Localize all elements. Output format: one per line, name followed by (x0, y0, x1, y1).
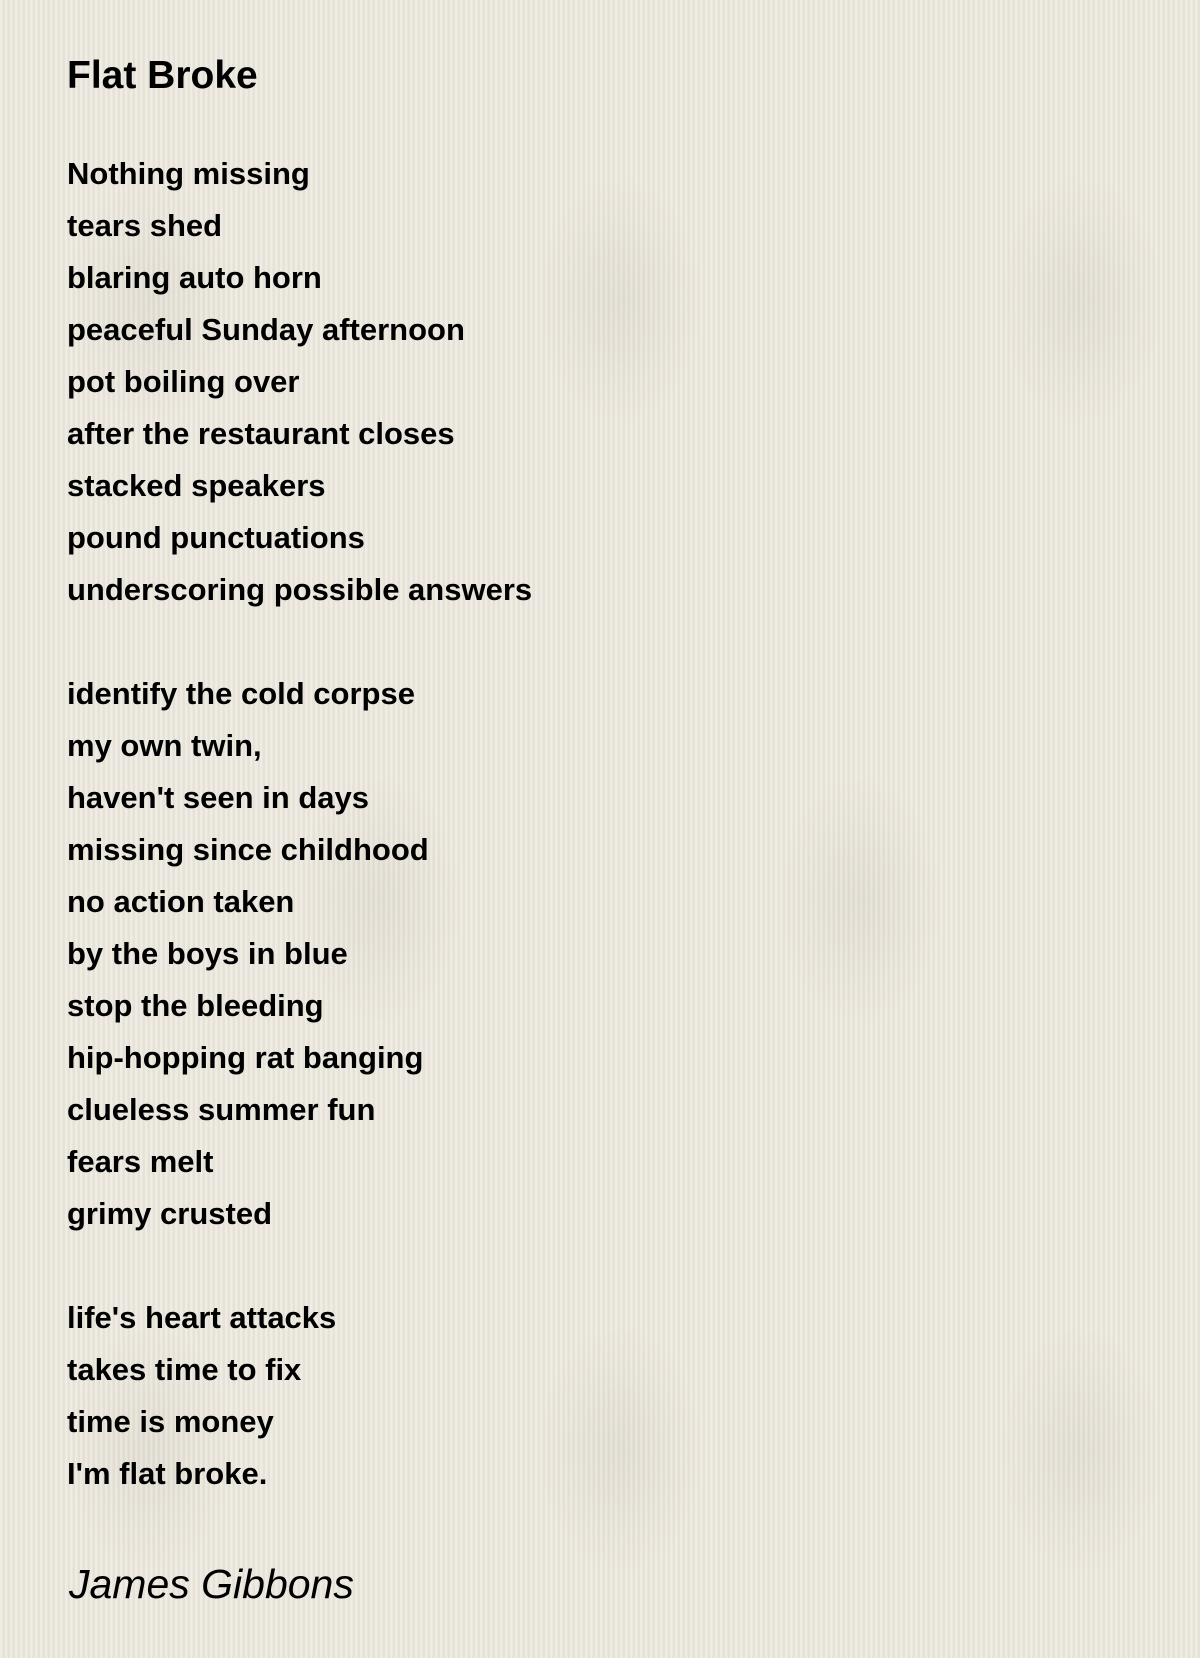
poem-line: missing since childhood (67, 832, 429, 867)
poem-line: peaceful Sunday afternoon (67, 312, 465, 347)
poem-line: time is money (67, 1404, 274, 1439)
poem-line: identify the cold corpse (67, 676, 415, 711)
poem-line: hip-hopping rat banging (67, 1040, 424, 1075)
poem-line: grimy crusted (67, 1196, 273, 1231)
poem-line: my own twin, (67, 728, 262, 763)
poem-line: life's heart attacks (67, 1300, 337, 1335)
poem-title: Flat Broke (67, 54, 258, 97)
poem-author: James Gibbons (69, 1561, 354, 1607)
poem-line: blaring auto horn (67, 260, 322, 295)
poem-line: pound punctuations (67, 520, 365, 555)
stanza-3 (67, 1292, 1127, 1500)
poem-body (67, 148, 1127, 1552)
poem-line: by the boys in blue (67, 936, 348, 971)
poem-line: I'm flat broke. (67, 1456, 268, 1491)
poem-line: clueless summer fun (67, 1092, 376, 1127)
poem-line: haven't seen in days (67, 780, 369, 815)
stanza-1 (67, 148, 1127, 616)
poem-line: tears shed (67, 208, 223, 243)
poem-line: after the restaurant closes (67, 416, 455, 451)
poem-line: takes time to fix (67, 1352, 302, 1387)
poem-line: fears melt (67, 1144, 214, 1179)
poem-line: Nothing missing (67, 156, 310, 191)
poem-line: stop the bleeding (67, 988, 324, 1023)
poem-line: pot boiling over (67, 364, 300, 399)
stanza-2 (67, 668, 1127, 1240)
poem-line: no action taken (67, 884, 295, 919)
poem-line: stacked speakers (67, 468, 326, 503)
poem-line: underscoring possible answers (67, 572, 533, 607)
